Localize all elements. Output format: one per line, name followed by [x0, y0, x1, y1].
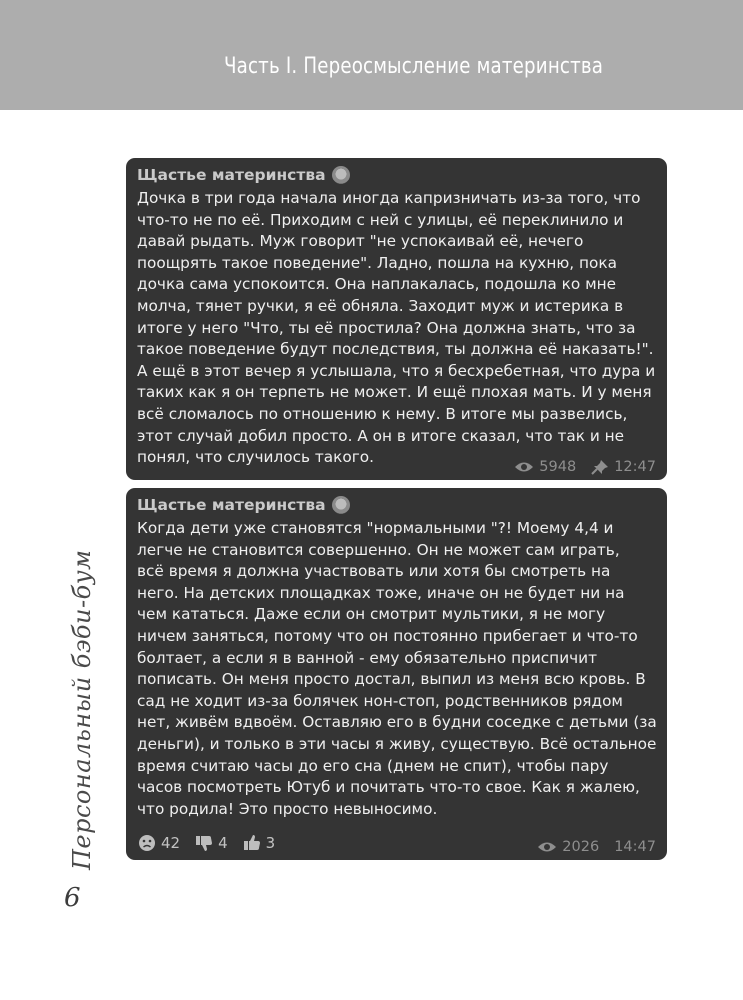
channel-label: Щастье материнства	[137, 496, 326, 514]
message-line: А ещё в этот вечер я услышала, что я бесхребетная, что дура и	[137, 361, 656, 380]
chapter-title: Часть I. Переосмысление материнства	[223, 54, 603, 79]
message-line: время считаю часы до его сна (днем не спит), чтобы пару	[137, 756, 609, 775]
message-line: чем кататься. Даже если он смотрит мультики, я не могу	[137, 605, 606, 624]
reaction-like[interactable]	[243, 834, 276, 852]
reaction-count: 3	[265, 834, 276, 852]
sad-face-icon	[138, 834, 156, 852]
message-line: понял, что случилось такого.	[137, 448, 375, 467]
message-text	[137, 188, 662, 469]
avatar-icon	[332, 166, 350, 184]
reaction-bar	[138, 834, 275, 852]
reaction-count: 42	[161, 834, 181, 852]
message-line: деньги), и только в эти часы я живу, существую. Всё остальное	[137, 734, 657, 753]
message-line: давай рыдать. Муж говорит "не успокаивай её, нечего	[137, 232, 584, 251]
thumbs-down-icon	[195, 834, 213, 852]
message-meta	[537, 839, 656, 855]
message-post-2	[126, 488, 667, 860]
avatar-icon	[332, 496, 350, 514]
thumbs-up-icon	[243, 834, 261, 852]
reaction-sad[interactable]	[138, 834, 180, 852]
message-line: Дочка в три года начала иногда капризничать из-за того, что	[137, 189, 641, 207]
message-post-1	[126, 158, 667, 480]
message-line: пописать. Он меня просто достал, выпил из меня всю кровь. В	[137, 670, 646, 689]
message-line: итоге у него "Что, ты её простила? Она должна знать, что за	[137, 318, 636, 337]
message-line: поощрять такое поведение". Ладно, пошла на кухню, пока	[137, 253, 617, 272]
message-meta	[514, 459, 656, 475]
message-line: что родила! Это просто невыносимо.	[137, 799, 438, 818]
reaction-count: 4	[218, 834, 228, 852]
message-line: всё время я должна участвовать или хотя бы смотреть на	[137, 562, 611, 581]
page-number: 6	[64, 883, 81, 913]
message-line: сад не ходит из-за болячек нон-стоп, родственников рядом	[137, 691, 623, 710]
message-line: нет, живём вдвоём. Оставляю его в будни соседке с детьми (за	[137, 713, 657, 732]
message-line: часов посмотреть Ютуб и почитать что-то свое. Как я жалею,	[137, 778, 640, 797]
view-count: 2026	[562, 839, 600, 855]
eye-icon	[514, 461, 534, 473]
message-line: Когда дети уже становятся "нормальными "?! Моему 4,4 и	[137, 519, 614, 537]
message-line: этот случай добил просто. А он в итоге сказал, что так и не	[137, 426, 625, 445]
message-line: дочка сама успокоится. Она наплакалась, подошла ко мне	[137, 275, 617, 294]
post-time: 12:47	[614, 459, 656, 475]
message-line: что-то не по её. Приходим с ней с улицы, её переклинило и	[137, 210, 624, 229]
chapter-header	[0, 0, 743, 110]
channel-label: Щастье материнства	[137, 166, 326, 184]
channel-name	[137, 496, 350, 514]
message-text	[137, 518, 662, 820]
reaction-dislike[interactable]	[195, 834, 228, 852]
message-line: болтает, а если я в ванной - ему обязательно приспичит	[137, 648, 598, 667]
message-line: такое поведение будут последствия, ты должна её наказать!".	[137, 340, 654, 359]
message-line: легче не становится совершенно. Он не может сам играть,	[137, 540, 620, 559]
channel-name	[137, 166, 350, 184]
message-line: ничем заняться, потому что он постоянно прибегает и что-то	[137, 626, 638, 645]
message-line: молча, тянет ручки, я её обняла. Заходит муж и истерика в	[137, 296, 624, 315]
book-title-rail: Персональный бэби-бум	[68, 549, 96, 870]
view-count: 5948	[539, 459, 577, 475]
pin-icon	[591, 459, 609, 475]
post-time: 14:47	[614, 839, 656, 855]
message-line: него. На детских площадках тоже, иначе он не будет ни на	[137, 583, 625, 602]
message-line: таких как я он терпеть не может. И ещё плохая мать. И у меня	[137, 383, 652, 402]
eye-icon	[537, 841, 557, 853]
message-line: всё сломалось по отношению к нему. В итоге мы развелись,	[137, 404, 628, 423]
